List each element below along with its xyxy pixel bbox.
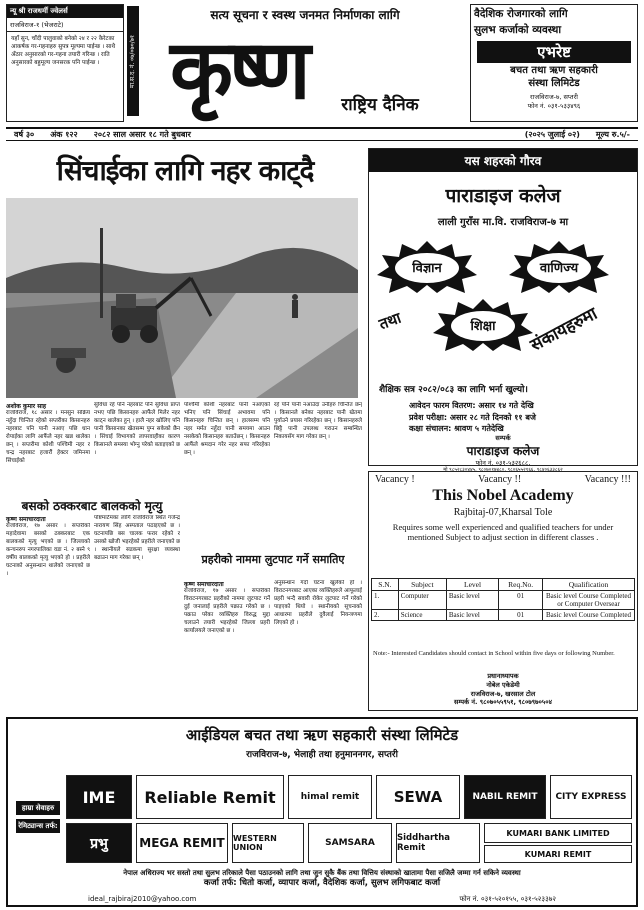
story3-headline: प्रहरीको नाममा लुटपाट गर्ने समातिए: [201, 553, 345, 566]
faculty-education: शिक्षा: [470, 319, 496, 334]
lead-photo: [6, 198, 358, 398]
jeweller-ad: [6, 4, 124, 122]
logo-sewa: SEWA: [376, 775, 460, 819]
everest-address: राजविराज-७, सप्तरी: [530, 93, 578, 101]
vacancy-table-header: [372, 579, 635, 591]
college-name: पाराडाइज कलेज: [445, 185, 561, 207]
logo-kumari-remit: KUMARI REMIT: [484, 845, 632, 863]
sig-phone: सम्पर्क नं. ९८०७०५५९५१, ९८०७९७०५०४: [453, 698, 553, 707]
logo-western-union: WESTERN UNION: [232, 823, 304, 863]
canal-digging-photo: [6, 198, 358, 398]
nobel-signature: [369, 672, 637, 707]
cell-subject: Computer: [398, 591, 446, 610]
vacancy-1: Vacancy !: [375, 474, 415, 485]
vacancy-3: Vacancy !!!: [584, 474, 631, 485]
logo-city-express: CITY EXPRESS: [550, 775, 632, 819]
admission-dates: [409, 400, 536, 435]
slogan: सत्य सूचना र स्वस्थ जनमत निर्माणका लागि: [210, 8, 400, 22]
cell-level: Basic level: [446, 591, 498, 610]
issue: अंक १२२: [50, 130, 78, 139]
lead-column-2: सुविधा रहे पनि नहरबाट पनि सुविधा प्राप्त नभए पछि किसानहरु आफैंले मिलेर नहर काट्न थालेका हुन् । हालै नहर खोलिए पनि पानी किसानका खेतसम्म पुग्न सकेको छैन । सिंचाई विभागको लापरवाहीका कारण किसानले समस्या भोग्नु परेको बताइएको छ ।: [94, 402, 180, 456]
paradise-college-ad: [368, 148, 638, 474]
story3-column-1: राजविराज, १७ असार । सप्तरीको विराटनगरबाट प्रहरीको नाममा लुटपाट गर्ने दुई जनालाई प्रहरीले पक्राउ गरेको छ । पक्राउ परेका व्यक्तिहरु विरुद्ध मुद्दा चलाउने तयारी भइरहेको जिल्ला प्रहरी कार्यालयले जनाएको छ ।: [184, 588, 270, 634]
vacancy-row: [369, 472, 637, 487]
price: मूल्य रु.५/-: [595, 130, 630, 139]
nobel-address: Rajbitaj-07,Kharsal Tole: [453, 507, 553, 518]
cell-req-no: 01: [499, 591, 543, 610]
faculty-science: विज्ञान: [412, 261, 442, 276]
cell-qualification: Basic level Course Completed: [543, 610, 635, 621]
nobel-academy-ad: [368, 471, 638, 711]
ideal-footer-line2: कर्जा तर्फ: धितो कर्जा, व्यापार कर्जा, वैदेशिक कर्जा, सुलभ लगिफबाट कर्जा: [203, 878, 441, 889]
college-contact: [369, 434, 637, 474]
cell-req-no: 01: [499, 610, 543, 621]
ideal-email: ideal_rajbiraj2010@yahoo.com: [88, 895, 197, 903]
admission-open: शैक्षिक सत्र २०८२/०८३ का लागि भर्ना खुल्यो।: [379, 385, 528, 395]
header-subject: Subject: [398, 579, 446, 591]
sig-address: राजविराज-७, खरसाल टोल: [470, 689, 536, 698]
everest-brand: एभरेष्ट: [477, 41, 631, 63]
story2-headline: बसको ठक्करबाट बालकको मृत्यु: [21, 499, 163, 513]
story3-byline: कृष्ण समाचारदाता: [184, 581, 224, 588]
vacancy-table: [371, 578, 635, 621]
everest-coop-line2: संस्था लिमिटेड: [528, 77, 580, 89]
story2-byline: कृष्ण समाचारदाता: [6, 516, 46, 523]
header-level: Level: [446, 579, 498, 591]
college-banner: यस शहरको गौरव: [369, 149, 637, 172]
jeweller-address: राजविराज-१ (भेजराटे): [7, 18, 123, 32]
header-qualification: Qualification: [543, 579, 635, 591]
date-bar: [6, 127, 638, 141]
masthead-logo: कृष्ण: [170, 22, 307, 118]
masthead-tagline: राष्ट्रिय दैनिक: [341, 95, 419, 115]
word-sankay: संकायहरुमा: [527, 303, 601, 356]
lead-byline: अशोक कुमार साह: [6, 403, 47, 410]
lead-column-3: पश्चिमी कोशी नहरबाट पानी नआएको भनिए पनि सिंचाई अभावमा पनि किसानहरु चिन्तित छन् । हालसम्म पनि नहर मर्मत नहुँदा पानी समयमा आउन नसकेको किसानहरु बताउँछन् । किसानहरु आफैंले श्रमदान गरेर नहर सफा गरिरहेका छन् ।: [184, 402, 270, 456]
everest-line2: सुलभ कर्जाको व्यवस्था: [474, 24, 562, 36]
jeweller-body: यहाँ सुन, चाँदी पालुवाको बनेको २४ र २२ कैरेटका आकर्षक गर-गहनाहरु सुपत्र मूल्यमा पाईन्छ । साथै अँठार अनुसारको गर-गहना तयारी गरिन्छ । राति अनुसारको बहुमूल्य जनसरक पनि पाईन्छ ।: [11, 36, 116, 67]
services-label: [16, 801, 60, 833]
services-label-1: हाम्रा सेवाहरु: [16, 801, 60, 815]
sig-principal: प्रधानाध्यापक: [487, 672, 519, 680]
ideal-address: राजविराज-७, भेलाही तथा हनुमाननगर, सप्तरी: [246, 750, 398, 760]
lead-column-4: रहे पनि पानी नआउँदा उनीहरु चिन्तित छन् । किसानले बनेका नहरबाट पानी खेतमा पुर्याउने प्रयास गरिरहेका छन् । किसानहरुले छिट्टै पानी उपलब्ध गराउन सम्बन्धित निकायसँग माग गरेका छन् ।: [274, 402, 362, 440]
cell-sn: 2.: [372, 610, 399, 621]
nepali-date: २०८२ साल असार १८ गते बुधबार: [93, 130, 191, 139]
registration-strip: मा.स.द. नं. ०७/०७०/७१: [127, 6, 139, 116]
ideal-phone: फोन नं. ०३१-५२०१५५, ०३१-५२३३७२: [459, 895, 556, 903]
ideal-title: आईडियल बचत तथा ऋण सहकारी संस्था लिमिटेड: [185, 726, 459, 744]
cell-level: Basic level: [446, 610, 498, 621]
services-label-2: रेमिट्यान्स तर्फ:: [16, 819, 60, 833]
word-tatha: तथा: [376, 308, 404, 334]
faculty-commerce-badge: [509, 241, 609, 293]
logo-siddhartha-remit: Siddhartha Remit: [396, 823, 480, 863]
sig-school: नोबेल एकेडेमी: [486, 680, 520, 689]
nobel-title: This Nobel Academy: [432, 487, 574, 504]
class-start: कक्षा संचालन: श्रावण ५ गतेदेखि: [409, 424, 504, 434]
logo-ime: IME: [66, 775, 132, 819]
ideal-footer: [14, 869, 630, 890]
lead-column-1: राजविराज, १८ असार । मनसुन सक्रिय नहुँदा चिन्तित रहेको सप्तरीका किसानहरु नहरबाट पनि पानी नआए पछि धान रोपाईका लागि आफैंले नहर खन्न थालेका छन् । सप्तरीमा कोशी पश्चिमी नहर र चन्द्र नहरबाट हजारौं हेक्टर जमिनमा सिंचाईको: [6, 410, 90, 464]
logo-prabhu: प्रभु: [66, 823, 132, 863]
story2-column-1: राजविराज, १७ असार । सप्तरीको महादेवामा बसको ठक्करबाट एक बालकको मृत्यु भएको छ । जिल्लाको कन्चनरुप नगरपालिका वडा नं. २ बस्ने ९ वर्षीय बालकको मृत्यु भएको हो । प्रहरीले घटनाको अनुसन्धान थालेको जनाएको छ ।: [6, 523, 90, 577]
faculty-commerce: वाणिज्य: [539, 261, 579, 276]
cell-subject: Science: [398, 610, 446, 621]
college-school: लाली गुराँस मा.वि. राजविराज-७ मा: [437, 217, 569, 228]
everest-coop-line1: बचत तथा ऋण सहकारी: [510, 65, 598, 76]
cell-qualification: Basic level Course Completed or Computer Oversear: [543, 591, 635, 610]
entrance-exam: प्रवेश परीक्षा: असार २८ गते दिनको ११ बजे: [409, 412, 536, 422]
everest-phone: फोन नं. ०३१-५३३४९६: [527, 102, 581, 110]
nobel-requirement: Requires some well experienced and qualified teachers for under mentioned Subject to adjust section in different classes .: [392, 522, 614, 543]
form-distribution: आवेदन फारम वितरण: असार १४ गते देखि: [409, 401, 534, 410]
logo-mega-remit: MEGA REMIT: [136, 823, 228, 863]
logo-kumari-bank: KUMARI BANK LIMITED: [484, 823, 632, 843]
logo-reliable-remit: Reliable Remit: [136, 775, 284, 819]
faculty-education-badge: [433, 299, 533, 351]
everest-line1: वैदेशिक रोजगारको लागि: [474, 8, 568, 20]
contact-phone: फोन नं. ०३१-५३२६८८,: [475, 459, 531, 468]
header-req-no: Req.No.: [499, 579, 543, 591]
jeweller-title: न्यू श्री राजधर्मी ज्वेलर्स: [7, 5, 123, 18]
table-row: [372, 591, 635, 610]
logo-nabil-remit: NABIL REMIT: [464, 775, 546, 819]
contact-mobile: मो ९८५२८३०४४५, ९८०७०१७४८०, ९८०६५५२१६६, ९८४०६३३८६२: [443, 467, 563, 474]
contact-name: पाराडाइज कलेज: [466, 444, 540, 459]
vacancy-2: Vacancy !!: [478, 474, 522, 485]
volume: वर्ष ३०: [14, 130, 35, 139]
story3-column-2: अनुसन्धान गर्दा घटना खुलेको हो । विराटनगरबाट आएका व्यक्तिहरुले आफूलाई प्रहरी भन्दै सवारी रोकेर लुटपाट गर्ने गरेको पाइएको थियो । स्थानीयको सूचनाको आधारमा प्रहरीले दुवैलाई नियन्त्रणमा लिएको हो ।: [274, 580, 362, 626]
faculty-science-badge: [377, 241, 477, 293]
everest-coop-ad: [470, 4, 638, 122]
logo-samsara: SAMSARA: [308, 823, 392, 863]
lead-headline: सिंचाईका लागि नहर काट्दै: [56, 154, 314, 187]
header-sn: S.N.: [372, 579, 399, 591]
ideal-footer-line1: नेपाल अधिराज्य भर सस्तो तथा सुलभ तरिकाले पैसा पठाउनको लागि तथा जुन सुकै बैंक तथा वित्तिय संस्थाको खातामा पैसा सजिलै जम्मा गर्न सकिने व्यवस्था: [123, 869, 521, 877]
english-date: (२०२५ जुलाई ०२): [524, 130, 580, 139]
contact-label: सम्पर्क: [495, 434, 511, 442]
story2-column-2: पोष्टमार्टमका लागि राजविराज स्थित गजेन्द्र नारायण सिंह अस्पताल पठाइएको छ । घटनापछि बस चालक फरार रहेको र उसको खोजी भइरहेको प्रहरीले जनाएको छ । स्थानीयले सडकमा सुरक्षा व्यवस्था बढाउन माग गरेका छन् ।: [94, 515, 180, 561]
cell-sn: 1.: [372, 591, 399, 610]
logo-himal-remit: himal remit: [288, 775, 372, 819]
ideal-coop-ad: [6, 717, 638, 907]
table-row: [372, 610, 635, 621]
nobel-note: Note:- Interested Candidates should contact in School within five days or following Number.: [373, 650, 615, 657]
